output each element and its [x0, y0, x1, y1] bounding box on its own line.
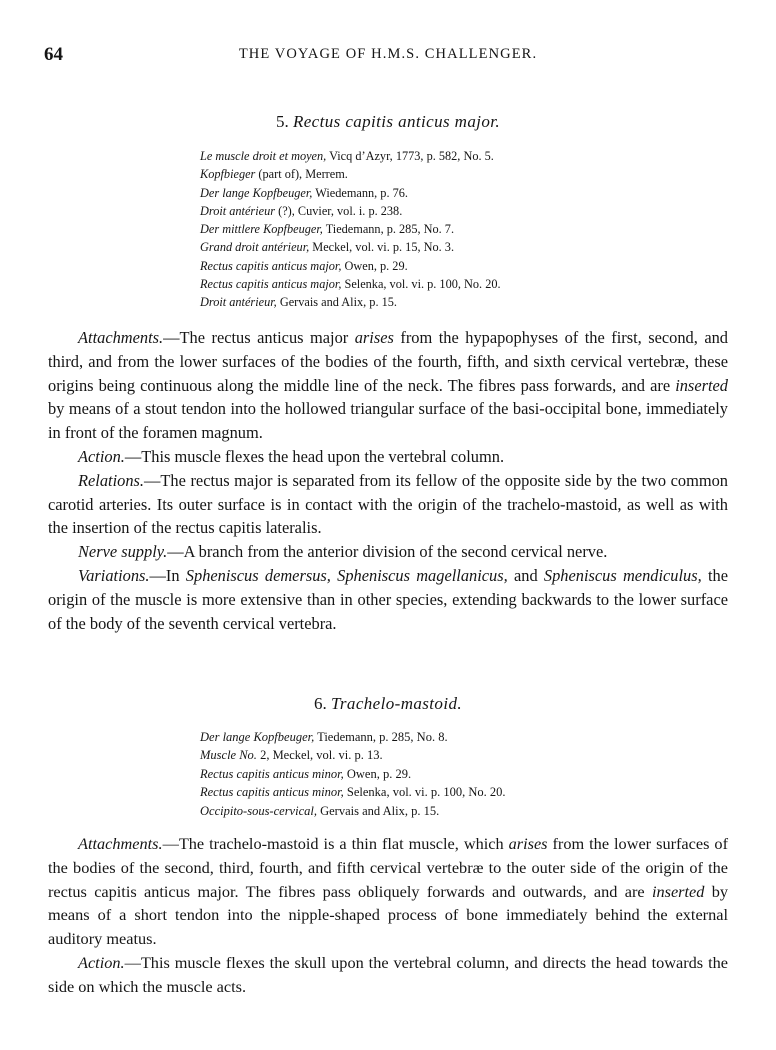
synonym-item: Rectus capitis anticus minor, Selenka, vol. vi. p. 100, No. 20.: [200, 785, 506, 800]
synonym-item: Der lange Kopfbeuger, Wiedemann, p. 76.: [200, 185, 408, 200]
running-title: THE VOYAGE OF H.M.S. CHALLENGER.: [238, 46, 538, 62]
action-paragraph: Action.—This muscle flexes the skull upon the vertebral column, and directs the head towards the side on which the muscle acts.: [48, 952, 728, 996]
nerve-supply-paragraph: Nerve supply.—A branch from the anterior division of the second cervical nerve.: [78, 542, 608, 562]
section-6-synonym-list: [200, 728, 740, 820]
section-6-heading: [0, 694, 776, 714]
synonym-item: Rectus capitis anticus minor, Owen, p. 29.: [200, 766, 412, 781]
synonym-item: Muscle No. 2, Meckel, vol. vi. p. 13.: [200, 748, 383, 763]
synonym-item: Rectus capitis anticus major, Owen, p. 29.: [200, 258, 408, 273]
synonym-item: Rectus capitis anticus major, Selenka, vol. vi. p. 100, No. 20.: [200, 277, 501, 292]
variations-paragraph: Variations.—In Spheniscus demersus, Spheniscus magellanicus, and Spheniscus mendiculus, the origin of the muscle is more extensive than in other species, extending backwards to the lower surface of the body of the seventh cervical vertebra.: [48, 565, 729, 633]
page-header: [44, 44, 732, 68]
section-6-body: [48, 832, 728, 999]
synonym-item: Occipito-sous-cervical, Gervais and Alix, p. 15.: [200, 803, 440, 818]
section-5-number: 5.: [275, 112, 289, 131]
section-6-title: Trachelo-mastoid.: [331, 694, 462, 713]
section-5-title: Rectus capitis anticus major.: [292, 112, 501, 131]
synonym-item: Der lange Kopfbeuger, Tiedemann, p. 285, No. 8.: [200, 730, 448, 744]
synonym-item: Der mittlere Kopfbeuger, Tiedemann, p. 285, No. 7.: [200, 222, 455, 237]
section-5-heading: [0, 112, 776, 132]
synonym-item: Droit antérieur (?), Cuvier, vol. i. p. 238.: [200, 203, 403, 218]
synonym-item: Grand droit antérieur, Meckel, vol. vi. p. 15, No. 3.: [200, 240, 455, 255]
action-paragraph: Action.—This muscle flexes the head upon the vertebral column.: [78, 446, 505, 466]
section-5-body: [48, 326, 728, 635]
section-6-number: 6.: [314, 694, 327, 713]
attachments-paragraph: Attachments.—The trachelo-mastoid is a thin flat muscle, which arises from the lower surfaces of the bodies of the second, third, fourth, and fifth cervical vertebræ to the outer side of the origin of the rectus capitis anticus major. The fibres pass obliquely forwards and outwards, and are inserted by means of a short tendon into the nipple-shaped process of bone immediately behind the external auditory meatus.: [48, 834, 728, 949]
synonym-item: Droit antérieur, Gervais and Alix, p. 15.: [200, 295, 397, 310]
synonym-item: Kopfbieger (part of), Merrem.: [200, 167, 348, 182]
synonym-item: Le muscle droit et moyen, Vicq d’Azyr, 1773, p. 582, No. 5.: [200, 149, 494, 163]
section-5-synonym-list: [200, 147, 740, 312]
page-number: 64: [44, 44, 63, 65]
attachments-paragraph: Attachments.—The rectus anticus major arises from the hypapophyses of the first, second, and third, and from the lower surfaces of the bodies of the fourth, fifth, and sixth cervical vertebræ, these origins being continuous along the middle line of the neck. The fibres pass forwards, and are inserted by means of a stout tendon into the hollowed triangular surface of the basi-occipital bone, immediately in front of the foramen magnum.: [48, 328, 728, 443]
relations-paragraph: Relations.—The rectus major is separated from its fellow of the opposite side by the two common carotid arteries. Its outer surface is in contact with the origin of the trachelo-mastoid, as well as with the insertion of the rectus capitis lateralis.: [48, 470, 728, 538]
